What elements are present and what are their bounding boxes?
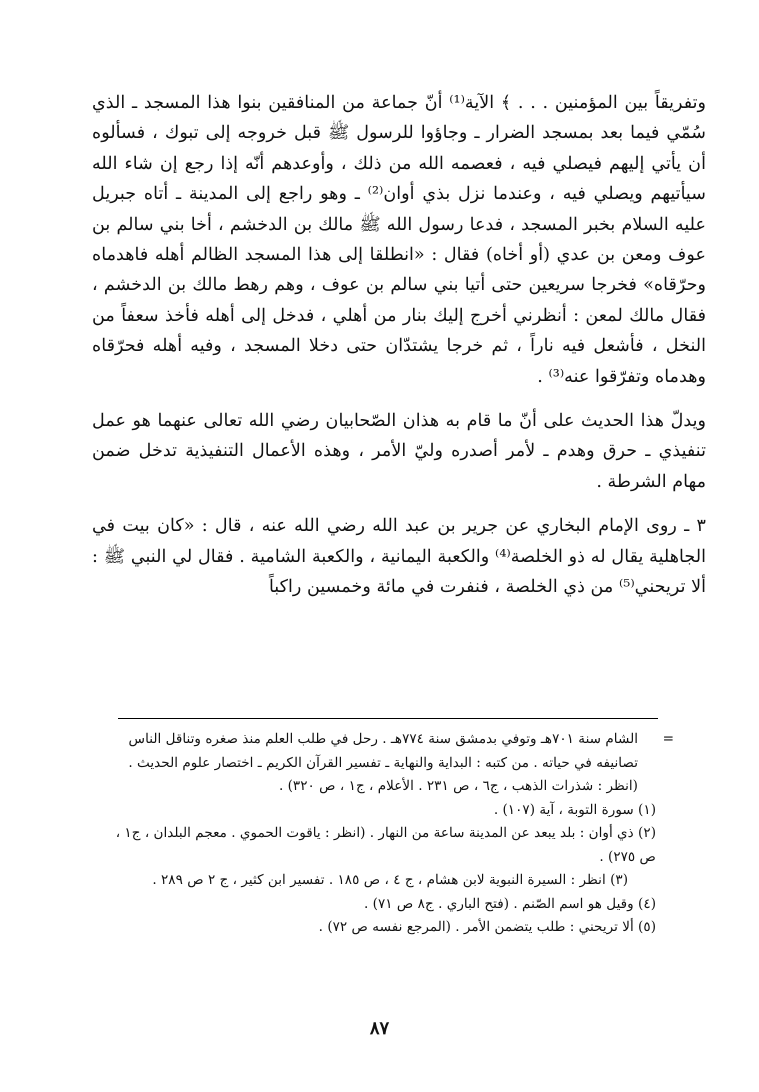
footnote-3: (٣) انظر : السيرة النبوية لابن هشام ، ج ٤ ، ص ١٨٥ . تفسير ابن كثير ، ج ٢ ص ٢٨٩ .: [152, 872, 628, 888]
footnote-2: (٢) ذي أوان : بلد يبعد عن المدينة ساعة من النهار . (انظر : ياقوت الحموي . معجم البلدان ، ج١ ، ص ٢٧٥) .: [115, 825, 656, 865]
paragraph-bukhari-narration: ٣ ـ روى الإمام البخاري عن جرير بن عبد الله رضي الله عنه ، قال : «كان بيت في الجاهلية يقال له ذو الخلصة⁽⁴⁾ والكعبة اليمانية ، والكعبة الشامية . فقال لي النبي ﷺ : ألا تريحني⁽⁵⁾ من ذي الخلصة ، فنفرت في مائة وخمسين راكباً: [92, 516, 706, 598]
main-text: [92, 88, 706, 603]
paragraph-executive-act: ويدلّ هذا الحديث على أنّ ما قام به هذان الصّحابيان رضي الله تعالى عنهما هو عمل تنفيذي ـ حرق وهدم ـ لأمر أصدره وليّ الأمر ، وهذه الأعمال التنفيذية تدخل ضمن مهام الشرطة .: [92, 411, 706, 492]
footnote-continuation-mark: =: [662, 731, 674, 747]
footnote-continuation-line: الشام سنة ٧٠١هـ وتوفي بدمشق سنة ٧٧٤هـ . رحل في طلب العلم منذ صغره وتناقل الناس: [128, 731, 638, 747]
footnotes: [100, 728, 674, 940]
footnote-1: (١) سورة التوبة ، آية (١٠٧) .: [493, 801, 656, 818]
footnote-separator: [118, 718, 658, 719]
footnote-continuation-line: تصانيفه في حياته . من كتبه : البداية والنهاية ـ تفسير القرآن الكريم ـ اختصار علوم الحديث .: [128, 754, 638, 771]
footnote-continuation-line: (انظر : شذرات الذهب ، ج٦ ، ص ٢٣١ . الأعلام ، ج١ ، ص ٣٢٠) .: [278, 778, 638, 794]
paragraph-mosque-dirar: وتفريقاً بين المؤمنين . . . ﴾ الآية⁽¹⁾ أنّ جماعة من المنافقين بنوا هذا المسجد ـ الذي سُمّي فيما بعد بمسجد الضرار ـ وجاؤوا للرسول ﷺ قبل خروجه إلى تبوك ، فسألوه أن يأتي إليهم فيصلي فيه ، فعصمه الله من ذلك ، وأوعدهم أنّه إذا رجع إن شاء الله سيأتيهم ويصلي فيه ، وعندما نزل بذي أوان⁽²⁾ ـ وهو راجع إلى المدينة ـ أتاه جبريل عليه السلام بخبر المسجد ، فدعا رسول الله ﷺ مالك بن الدخشم ، أخا بني سالم بن عوف ومعن بن عدي (أو أخاه) فقال : «انطلقا إلى هذا المسجد الظالم أهله فاهدماه وحرّقاه» فخرجا سريعين حتى أتيا بني سالم بن عوف ، وهم رهط مالك بن الدخشم ، فقال مالك لمعن : أنظرني أخرج إليك بنار من أهلي ، فدخل إلى أهله فأخذ سعفاً من النخل ، فأشعل فيه ناراً ، ثم خرجا يشتدّان حتى دخلا المسجد ، وفيه أهله فحرّقاه وهدماه وتفرّقوا عنه⁽³⁾ .: [92, 93, 706, 387]
page-number: ٨٧: [369, 1018, 390, 1039]
footnote-4: (٤) وقيل هو اسم الصّنم . (فتح الباري . ج٨ ص ٧١) .: [364, 895, 656, 912]
footnote-5: (٥) ألا تريحني : طلب يتضمن الأمر . (المرجع نفسه ص ٧٢) .: [318, 919, 656, 935]
